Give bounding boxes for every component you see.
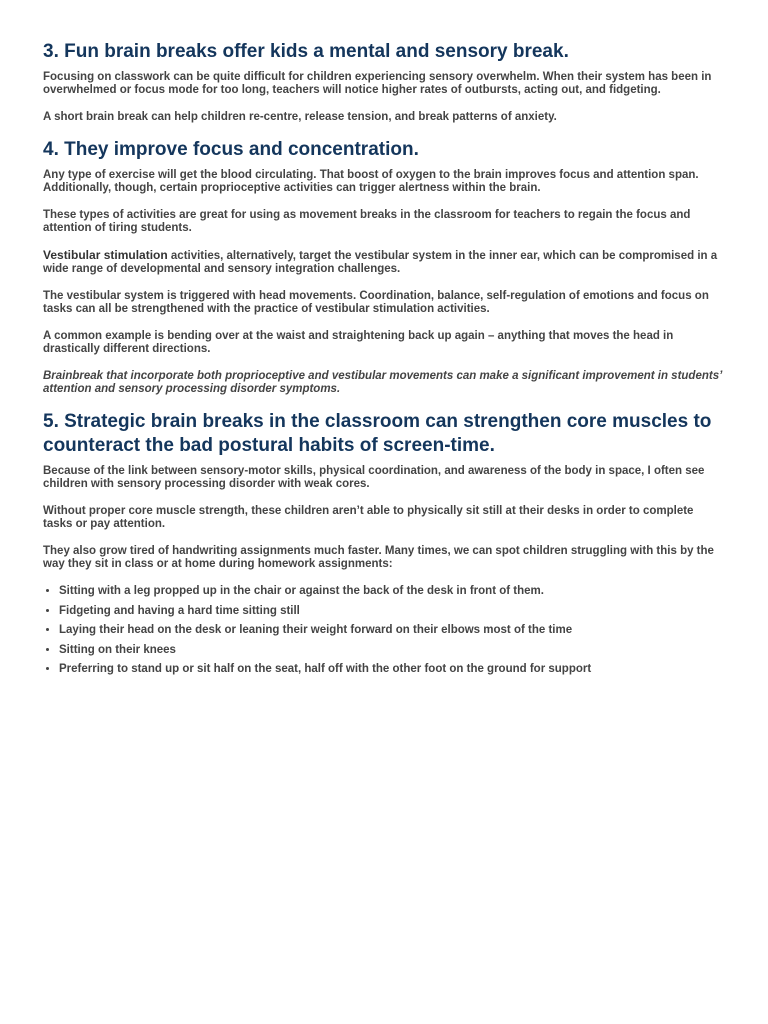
section-5-paragraph-2: Without proper core muscle strength, these children aren’t able to physically sit still at their desks in order to complete tasks or pay attention. [43, 505, 694, 530]
list-item: • Sitting on their knees [59, 644, 724, 657]
section-4-paragraph-1: Any type of exercise will get the blood circulating. That boost of oxygen to the brain improves focus and attention span. Additionally, though, certain proprioceptive activities can trigger alertness within the brain. [43, 169, 699, 194]
list-item: • Laying their head on the desk or leaning their weight forward on their elbows most of the time [59, 624, 724, 637]
list-item: • Fidgeting and having a hard time sitting still [59, 605, 724, 618]
section-5-heading: 5. Strategic brain breaks in the classroom can strengthen core muscles to counteract the bad postural habits of screen-time. [43, 411, 712, 456]
section-4-heading: 4. They improve focus and concentration. [43, 139, 419, 160]
section-3-heading: 3. Fun brain breaks offer kids a mental and sensory break. [43, 41, 569, 62]
list-item: • Preferring to stand up or sit half on the seat, half off with the other foot on the ground for support [59, 663, 724, 676]
section-4-italic-note: Brainbreak that incorporate both proprioceptive and vestibular movements can make a significant improvement in students’ attention and sensory processing disorder symptoms. [43, 370, 722, 395]
vestibular-stimulation-term: Vestibular stimulation [43, 248, 168, 262]
section-5-paragraph-3: They also grow tired of handwriting assignments much faster. Many times, we can spot children struggling with this by the way they sit in class or at home during homework assignments: [43, 545, 714, 570]
section-3-paragraph-1: Focusing on classwork can be quite difficult for children experiencing sensory overwhelm. When their system has been in overwhelmed or focus mode for too long, teachers will notice higher rates of outbursts, acting out, and fidgeting. [43, 71, 712, 96]
section-4-paragraph-2: These types of activities are great for using as movement breaks in the classroom for teachers to regain the focus and attention of tiring students. [43, 209, 691, 234]
section-3-paragraph-2: A short brain break can help children re-centre, release tension, and break patterns of anxiety. [43, 111, 557, 123]
section-4-paragraph-4: The vestibular system is triggered with head movements. Coordination, balance, self-regulation of emotions and focus on tasks can all be strengthened with the practice of vestibular stimulation activities. [43, 290, 709, 315]
section-4-vestibular-paragraph [43, 249, 724, 276]
vestibular-paragraph-text: activities, alternatively, target the vestibular system in the inner ear, which can be compromised in a wide range of developmental and sensory integration challenges. [43, 250, 718, 275]
section-4-paragraph-5: A common example is bending over at the waist and straightening back up again – anything that moves the head in drastically different directions. [43, 330, 674, 355]
list-item: • Sitting with a leg propped up in the chair or against the back of the desk in front of them. [59, 585, 724, 598]
posture-signs-list [43, 585, 724, 676]
section-5-paragraph-1: Because of the link between sensory-motor skills, physical coordination, and awareness of the body in space, I often see children with sensory processing disorder with weak cores. [43, 465, 705, 490]
